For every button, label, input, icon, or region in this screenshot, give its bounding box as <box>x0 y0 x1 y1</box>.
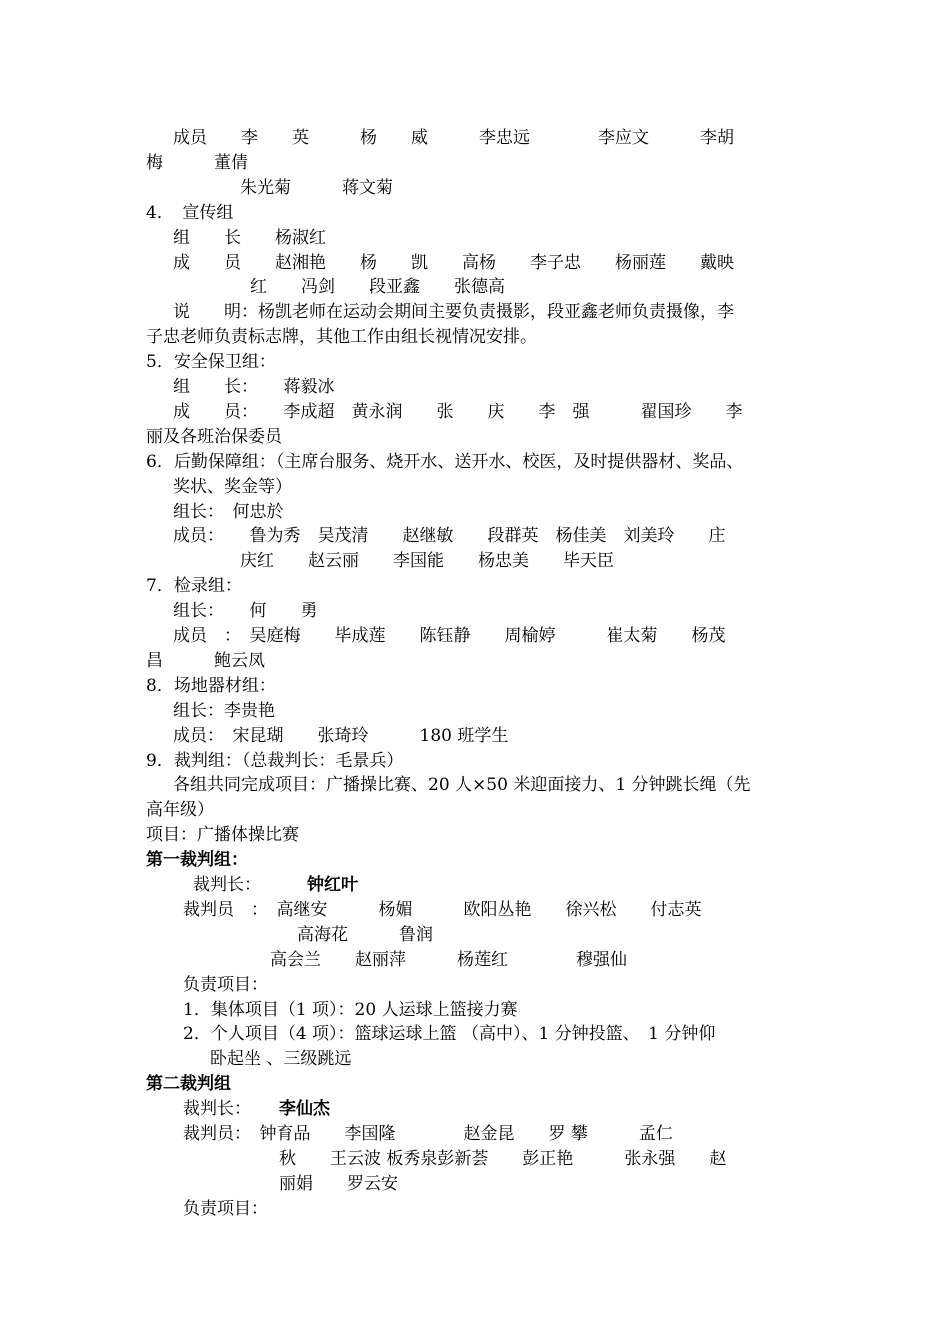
text-line: 梅 董倩 <box>146 152 248 173</box>
section-heading: 李仙杰 <box>279 1099 330 1120</box>
text-line: 成 员： 李成超 黄永润 张 庆 李 强 翟国珍 李 <box>173 401 743 422</box>
text-line: 组长： 何忠於 <box>173 501 284 522</box>
text-line: 裁判员 ： 高继安 杨媚 欧阳丛艳 徐兴松 付志英 <box>183 899 702 920</box>
section-heading: 钟红叶 <box>307 875 358 895</box>
text-line: 负责项目： <box>183 974 268 995</box>
section-heading: 第二裁判组 <box>146 1074 231 1095</box>
text-line: 组长： 何 勇 <box>173 601 318 622</box>
text-line: 9．裁判组：（总裁判长：毛景兵） <box>146 750 404 771</box>
text-line: 成员 ： 吴庭梅 毕成莲 陈钰静 周榆婷 崔太菊 杨茂 <box>173 626 726 646</box>
text-line: 高年级） <box>146 800 214 821</box>
text-line: 裁判长： <box>193 875 261 895</box>
text-line: 裁判长： <box>183 1099 251 1120</box>
text-line: 成员： 宋昆瑚 张琦玲 180 班学生 <box>173 725 509 746</box>
section-heading: 第一裁判组： <box>146 850 248 871</box>
text-line: 庆红 赵云丽 李国能 杨忠美 毕天臣 <box>240 551 614 572</box>
text-line: 组长：李贵艳 <box>173 700 275 721</box>
text-line: 1．集体项目（1 项）：20 人运球上篮接力赛 <box>183 999 518 1020</box>
text-line: 丽娟 罗云安 <box>279 1173 398 1194</box>
text-line: 奖状、奖金等） <box>173 476 292 497</box>
text-line: 说 明：杨凯老师在运动会期间主要负责摄影，段亚鑫老师负责摄像，李 <box>173 302 734 323</box>
text-line: 6．后勤保障组：（主席台服务、烧开水、送开水、校医，及时提供器材、奖品、 <box>146 451 744 472</box>
text-line: 高会兰 赵丽萍 杨莲红 穆强仙 <box>270 949 627 970</box>
text-line: 2．个人项目（4 项）：篮球运球上篮 （高中）、1 分钟投篮、 1 分钟仰 <box>183 1024 716 1045</box>
text-line: 各组共同完成项目：广播操比赛、20 人×50 米迎面接力、1 分钟跳长绳（先 <box>173 775 751 796</box>
text-line: 负责项目： <box>183 1198 268 1219</box>
text-line: 高海花 鲁润 <box>297 924 433 945</box>
text-line: 组 长： 蒋毅冰 <box>173 377 335 397</box>
text-line: 5．安全保卫组： <box>146 352 276 373</box>
text-line: 丽及各班治保委员 <box>146 426 282 447</box>
text-line: 4． 宣传组 <box>146 202 234 223</box>
text-line: 8．场地器材组： <box>146 675 276 696</box>
text-line: 红 冯剑 段亚鑫 张德高 <box>250 277 505 298</box>
text-line: 项目：广播体操比赛 <box>146 825 299 846</box>
text-line: 组 长 杨淑红 <box>173 227 326 248</box>
text-line: 朱光菊 蒋文菊 <box>240 177 393 198</box>
text-line: 裁判员： 钟育品 李国隆 赵金昆 罗 攀 孟仁 <box>183 1124 673 1144</box>
text-line: 子忠老师负责标志牌，其他工作由组长视情况安排。 <box>146 327 537 348</box>
text-line: 成员： 鲁为秀 吴茂清 赵继敏 段群英 杨佳美 刘美玲 庄 <box>173 526 726 547</box>
text-line: 成员 李 英 杨 威 李忠远 李应文 李胡 <box>173 128 734 148</box>
text-line: 成 员 赵湘艳 杨 凯 高杨 李子忠 杨丽莲 戴映 <box>173 252 734 273</box>
text-line: 秋 王云波 板秀泉彭新荟 彭正艳 张永强 赵 <box>279 1148 727 1169</box>
text-line: 昌 鲍云凤 <box>146 650 265 671</box>
text-line: 卧起坐 、三级跳远 <box>210 1049 352 1070</box>
text-line: 7．检录组： <box>146 576 242 597</box>
